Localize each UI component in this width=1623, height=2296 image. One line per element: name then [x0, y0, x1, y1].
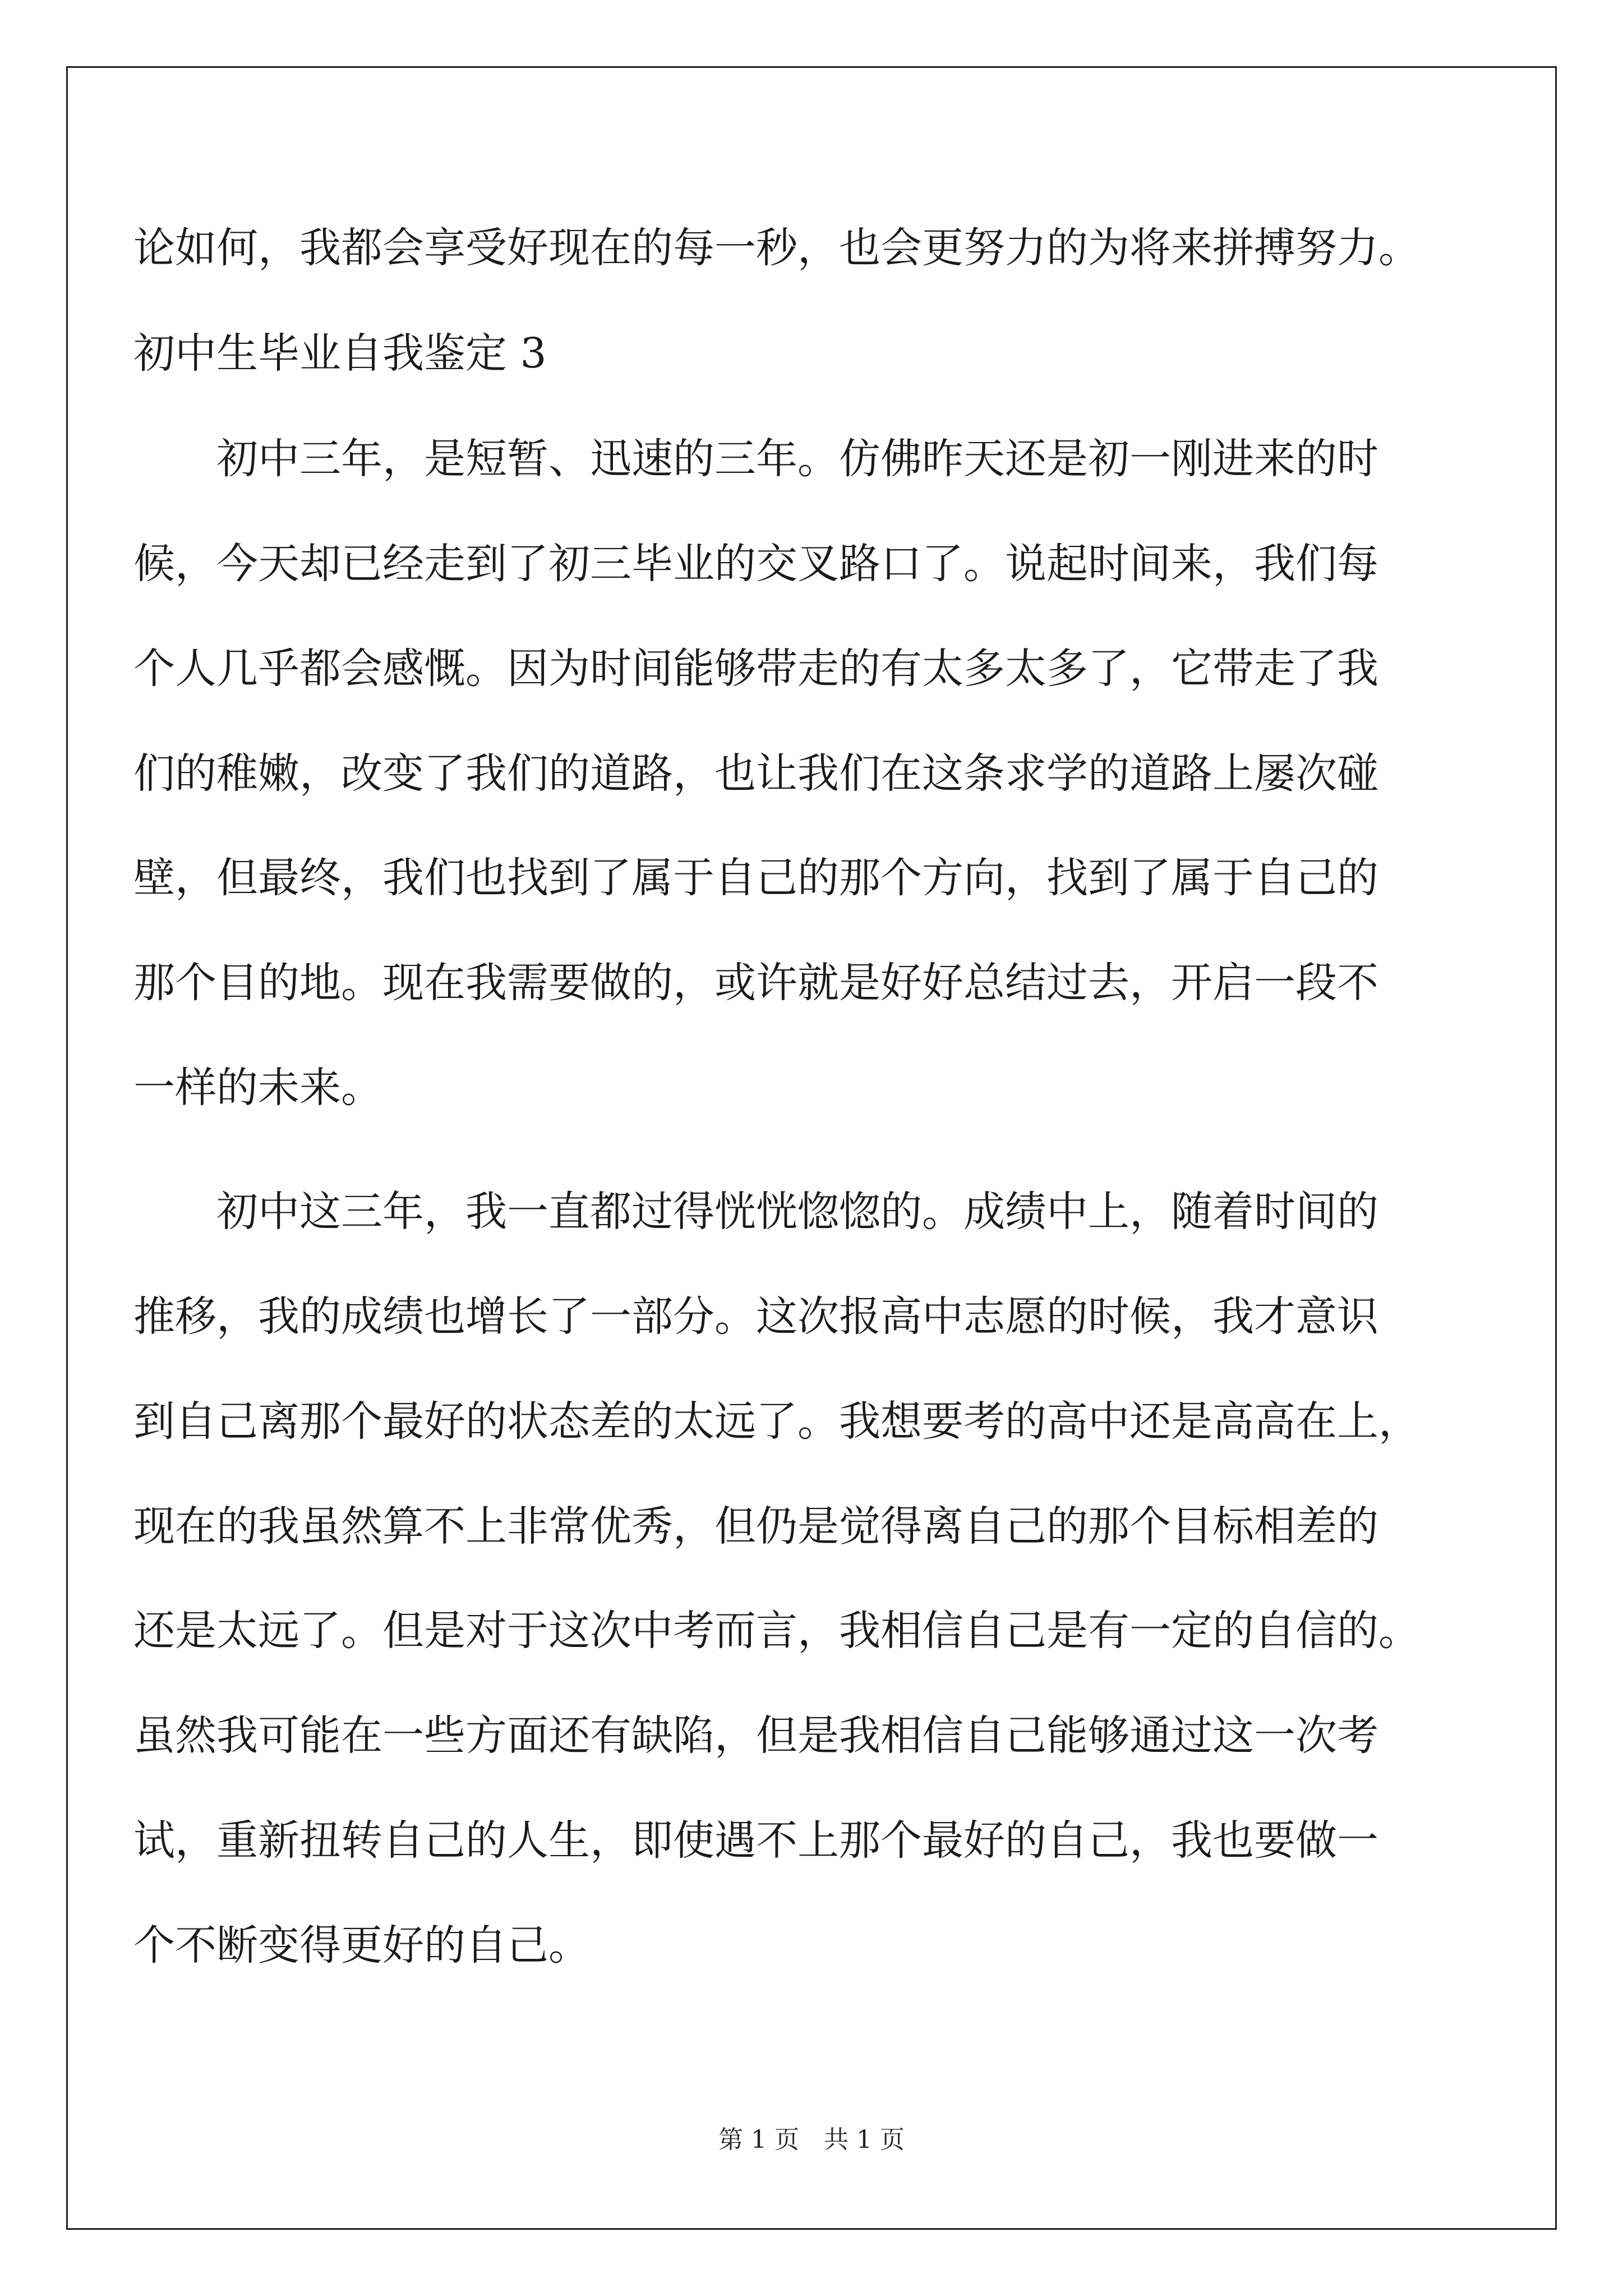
text-line: 虽然我可能在一些方面还有缺陷，但是我相信自己能够通过这一次考 [133, 1711, 1378, 1760]
section-heading: 初中生毕业自我鉴定 3 [133, 329, 547, 378]
text-line: 现在的我虽然算不上非常优秀，但仍是觉得离自己的那个目标相差的 [133, 1502, 1378, 1550]
text-line: 推移，我的成绩也增长了一部分。这次报高中志愿的时候，我才意识 [133, 1292, 1378, 1341]
text-line: 个不断变得更好的自己。 [133, 1921, 590, 1970]
text-line: 还是太远了。但是对于这次中考而言，我相信自己是有一定的自信的。 [133, 1607, 1420, 1655]
text-line: 论如何，我都会享受好现在的每一秒，也会更努力的为将来拼搏努力。 [133, 224, 1420, 272]
text-line: 一样的未来。 [133, 1064, 382, 1112]
text-line: 初中三年，是短暂、迅速的三年。仿佛昨天还是初一刚进来的时 [216, 435, 1378, 483]
text-line: 到自己离那个最好的状态差的太远了。我想要考的高中还是高高在上， [133, 1397, 1420, 1446]
page-footer: 第 1 页 共 1 页 [718, 2125, 905, 2154]
text-line: 们的稚嫩，改变了我们的道路，也让我们在这条求学的道路上屡次碰 [133, 749, 1378, 798]
page-border [66, 66, 1557, 2230]
text-line: 候，今天却已经走到了初三毕业的交叉路口了。说起时间来，我们每 [133, 540, 1378, 588]
text-line: 初中这三年，我一直都过得恍恍惚惚的。成绩中上，随着时间的 [216, 1188, 1378, 1236]
text-line: 壁，但最终，我们也找到了属于自己的那个方向，找到了属于自己的 [133, 854, 1378, 902]
text-line: 个人几乎都会感慨。因为时间能够带走的有太多太多了，它带走了我 [133, 645, 1378, 693]
text-line: 试，重新扭转自己的人生，即使遇不上那个最好的自己，我也要做一 [133, 1816, 1378, 1865]
text-line: 那个目的地。现在我需要做的，或许就是好好总结过去，开启一段不 [133, 959, 1378, 1007]
